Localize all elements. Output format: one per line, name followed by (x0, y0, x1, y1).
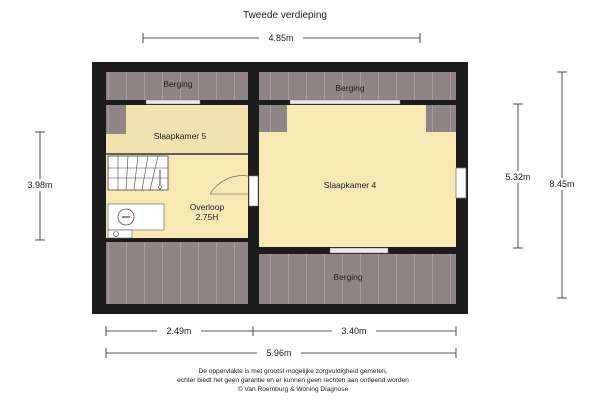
door-slaapkamer-4 (249, 176, 258, 206)
label-berging-left: Berging (163, 79, 193, 89)
label-berging-bottom: Berging (333, 272, 363, 282)
dim-bottom-total-label: 5.96m (266, 348, 292, 358)
dim-bottom-total (106, 347, 456, 359)
door-berging-bottom (330, 248, 388, 253)
dim-bottom-left-label: 2.49m (166, 326, 192, 336)
plan-title: Tweede verdieping (243, 10, 327, 21)
label-slaapkamer-4: Slaapkamer 4 (323, 180, 377, 190)
attic-block-left (106, 104, 126, 134)
dim-top-label: 4.85m (268, 33, 294, 43)
staircase (108, 156, 168, 190)
door-berging-left (146, 100, 200, 104)
label-slaapkamer-5: Slaapkamer 5 (153, 131, 207, 141)
label-overloop-height: 2.75H (195, 212, 219, 222)
attic-block-b4-left (259, 104, 287, 132)
dim-left-label: 3.98m (27, 180, 53, 190)
disclaimer-line-1: De oppervlakte is met grootst mogelijke zorgvuldigheid gemeten, (198, 368, 388, 375)
dim-right-inner-label: 5.32m (505, 172, 531, 182)
door-berging-top (290, 100, 400, 104)
window-right (456, 168, 466, 198)
wall-bottom-left (106, 238, 248, 242)
attic-block-b4-right (426, 104, 456, 132)
dim-bottom-split (106, 325, 456, 337)
dim-right-outer (542, 72, 582, 298)
disclaimer-line-2: echter biedt het geen garantie en er kunnen geen rechten aan ontleend worden (177, 377, 409, 384)
label-berging-top: Berging (335, 83, 365, 93)
dim-top-width (143, 32, 420, 44)
disclaimer-line-3: © Van Roemburg & Woning Diagnose (237, 386, 349, 393)
room-slaapkamer-5 (106, 104, 248, 154)
dim-left-height (20, 132, 60, 240)
dim-right-outer-label: 8.45m (549, 179, 575, 189)
dim-bottom-right-label: 3.40m (341, 326, 367, 336)
label-overloop: Overloop (189, 202, 225, 212)
room-attic-bottom-left (106, 240, 248, 304)
dim-right-inner (498, 104, 538, 248)
